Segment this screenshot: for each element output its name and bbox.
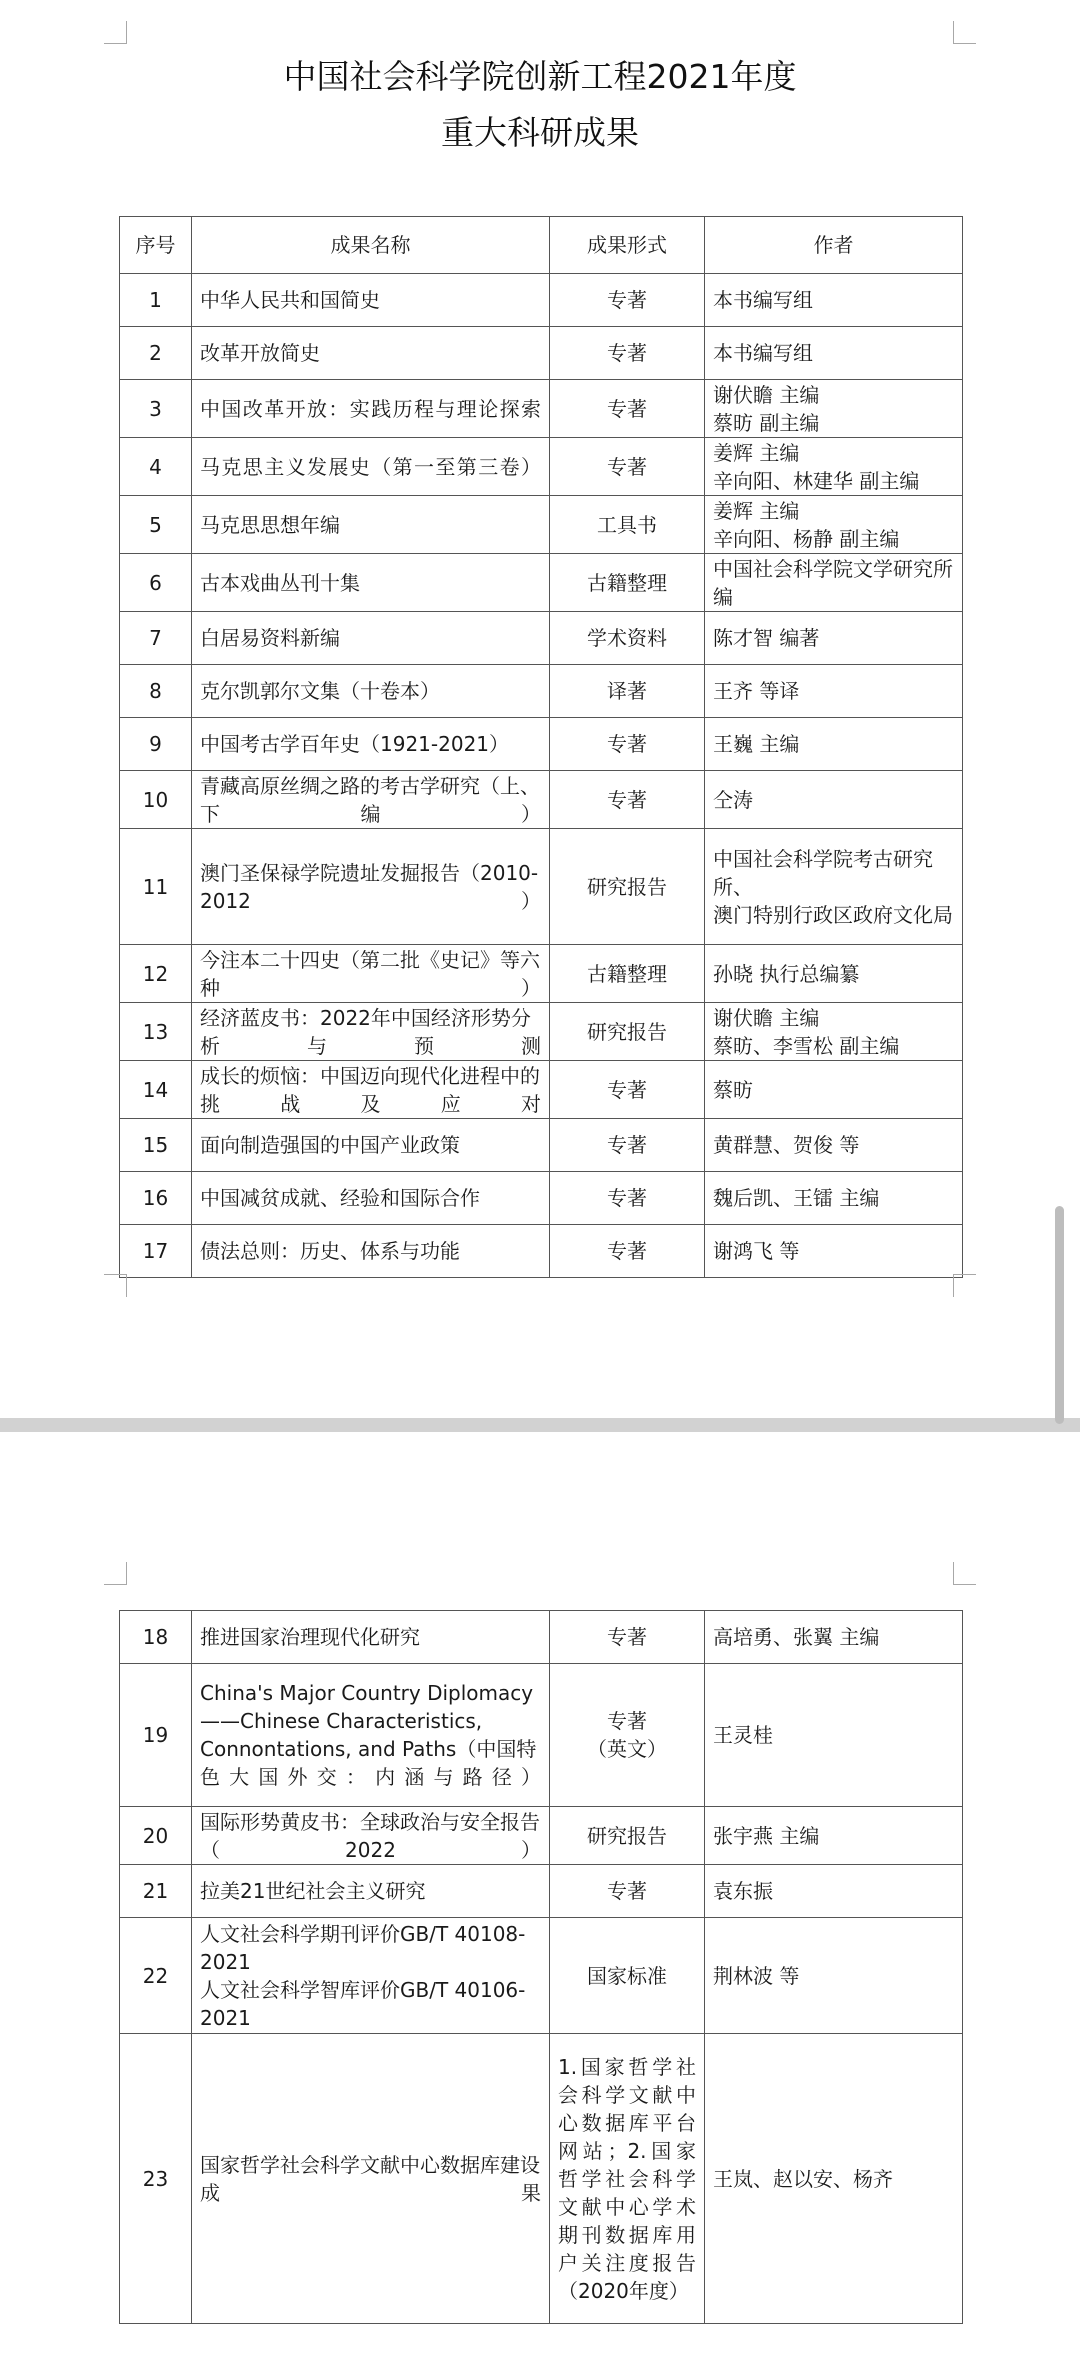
- table-row: [120, 718, 963, 771]
- vertical-scrollbar[interactable]: [1055, 1206, 1064, 1424]
- table-row: [120, 1664, 963, 1807]
- table-row: [120, 274, 963, 327]
- row-author: 王岚、赵以安、杨齐: [705, 2034, 963, 2324]
- row-no: 2: [120, 327, 192, 380]
- row-author: 谢伏瞻 主编 蔡昉、李雪松 副主编: [705, 1003, 963, 1061]
- row-name: 马克思思想年编: [192, 496, 550, 554]
- document-title-line-1: 中国社会科学院创新工程2021年度: [283, 57, 797, 96]
- row-name: 澳门圣保禄学院遗址发掘报告（2010-2012）: [192, 829, 550, 945]
- row-form: 专著: [550, 718, 705, 771]
- row-author: 姜辉 主编 辛向阳、杨静 副主编: [705, 496, 963, 554]
- table-row: [120, 945, 963, 1003]
- row-form: 专著: [550, 771, 705, 829]
- row-name: 青藏高原丝绸之路的考古学研究（上、下编）: [192, 771, 550, 829]
- table-row: [120, 771, 963, 829]
- row-form: 专著: [550, 1225, 705, 1278]
- row-name: 今注本二十四史（第二批《史记》等六种）: [192, 945, 550, 1003]
- row-no: 15: [120, 1119, 192, 1172]
- row-form: 专著: [550, 274, 705, 327]
- row-name: 中国考古学百年史（1921-2021）: [192, 718, 550, 771]
- table-row: [120, 1225, 963, 1278]
- row-form: 研究报告: [550, 1807, 705, 1865]
- header-name: 成果名称: [192, 217, 550, 274]
- row-author: 王巍 主编: [705, 718, 963, 771]
- row-no: 9: [120, 718, 192, 771]
- row-author: 王齐 等译: [705, 665, 963, 718]
- table-row: [120, 496, 963, 554]
- row-no: 1: [120, 274, 192, 327]
- row-author: 陈才智 编著: [705, 612, 963, 665]
- row-no: 7: [120, 612, 192, 665]
- header-author: 作者: [705, 217, 963, 274]
- row-author: 仝涛: [705, 771, 963, 829]
- row-author: 本书编写组: [705, 274, 963, 327]
- row-no: 19: [120, 1664, 192, 1807]
- table-row: [120, 665, 963, 718]
- row-author: 谢伏瞻 主编 蔡昉 副主编: [705, 380, 963, 438]
- row-form: 专著: [550, 438, 705, 496]
- row-name: 改革开放简史: [192, 327, 550, 380]
- row-name: 人文社会科学期刊评价GB/T 40108-2021 人文社会科学智库评价GB/T 40106-2021: [192, 1918, 550, 2034]
- results-table-part-1: [119, 216, 963, 1278]
- row-name: 推进国家治理现代化研究: [192, 1611, 550, 1664]
- table-row: [120, 1061, 963, 1119]
- row-no: 3: [120, 380, 192, 438]
- row-form: 专著: [550, 1061, 705, 1119]
- header-no: 序号: [120, 217, 192, 274]
- row-no: 10: [120, 771, 192, 829]
- crop-mark-bottom-right: [953, 1274, 976, 1297]
- table-row: [120, 554, 963, 612]
- row-name: 中国改革开放：实践历程与理论探索: [192, 380, 550, 438]
- crop-mark-top-left: [104, 21, 127, 44]
- row-form: 古籍整理: [550, 945, 705, 1003]
- table-row: [120, 1865, 963, 1918]
- table-row: [120, 1003, 963, 1061]
- row-author: 黄群慧、贺俊 等: [705, 1119, 963, 1172]
- row-form: 专著: [550, 1611, 705, 1664]
- table-row: [120, 1807, 963, 1865]
- row-form: 研究报告: [550, 1003, 705, 1061]
- row-author: 孙晓 执行总编纂: [705, 945, 963, 1003]
- crop-mark-bottom-left: [104, 1274, 127, 1297]
- row-no: 8: [120, 665, 192, 718]
- row-no: 21: [120, 1865, 192, 1918]
- row-author: 高培勇、张翼 主编: [705, 1611, 963, 1664]
- row-form: 国家标准: [550, 1918, 705, 2034]
- table-row: [120, 612, 963, 665]
- table-row: [120, 438, 963, 496]
- row-name: 拉美21世纪社会主义研究: [192, 1865, 550, 1918]
- row-no: 13: [120, 1003, 192, 1061]
- crop-mark-top-left: [104, 1562, 127, 1585]
- table-row: [120, 1611, 963, 1664]
- row-name: 经济蓝皮书：2022年中国经济形势分析与预测: [192, 1003, 550, 1061]
- row-name: 白居易资料新编: [192, 612, 550, 665]
- crop-mark-top-right: [953, 21, 976, 44]
- document-title-line-2: 重大科研成果: [441, 113, 639, 152]
- row-name: 克尔凯郭尔文集（十卷本）: [192, 665, 550, 718]
- row-name: 马克思主义发展史（第一至第三卷）: [192, 438, 550, 496]
- row-author: 蔡昉: [705, 1061, 963, 1119]
- row-form: 专著 （英文）: [550, 1664, 705, 1807]
- table-row: [120, 327, 963, 380]
- row-author: 中国社会科学院考古研究所、 澳门特别行政区政府文化局: [705, 829, 963, 945]
- row-form: 专著: [550, 1865, 705, 1918]
- table-row: [120, 829, 963, 945]
- row-name: 债法总则：历史、体系与功能: [192, 1225, 550, 1278]
- row-name: 中国减贫成就、经验和国际合作: [192, 1172, 550, 1225]
- row-author: 荆林波 等: [705, 1918, 963, 2034]
- row-no: 17: [120, 1225, 192, 1278]
- row-no: 23: [120, 2034, 192, 2324]
- row-author: 张宇燕 主编: [705, 1807, 963, 1865]
- row-no: 22: [120, 1918, 192, 2034]
- row-author: 中国社会科学院文学研究所编: [705, 554, 963, 612]
- row-no: 11: [120, 829, 192, 945]
- row-author: 本书编写组: [705, 327, 963, 380]
- row-no: 18: [120, 1611, 192, 1664]
- row-form: 1.国家哲学社会科学文献中心数据库平台网站；2.国家哲学社会科学文献中心学术期刊数据库用户关注度报告（2020年度）: [550, 2034, 705, 2324]
- page-gap: [0, 1418, 1080, 1432]
- row-author: 魏后凯、王镭 主编: [705, 1172, 963, 1225]
- row-no: 5: [120, 496, 192, 554]
- row-name: 面向制造强国的中国产业政策: [192, 1119, 550, 1172]
- document-page-2: [0, 1432, 1080, 2371]
- table-row: [120, 380, 963, 438]
- table-row: [120, 1119, 963, 1172]
- row-name: 中华人民共和国简史: [192, 274, 550, 327]
- row-no: 4: [120, 438, 192, 496]
- row-form: 古籍整理: [550, 554, 705, 612]
- row-no: 16: [120, 1172, 192, 1225]
- table-header-row: [120, 217, 963, 274]
- row-author: 王灵桂: [705, 1664, 963, 1807]
- row-form: 译著: [550, 665, 705, 718]
- row-form: 专著: [550, 1119, 705, 1172]
- table-row: [120, 2034, 963, 2324]
- row-author: 姜辉 主编 辛向阳、林建华 副主编: [705, 438, 963, 496]
- row-author: 谢鸿飞 等: [705, 1225, 963, 1278]
- row-name: 成长的烦恼：中国迈向现代化进程中的挑战及应对: [192, 1061, 550, 1119]
- row-name: 国家哲学社会科学文献中心数据库建设成果: [192, 2034, 550, 2324]
- table-row: [120, 1172, 963, 1225]
- table-row: [120, 1918, 963, 2034]
- results-table-part-2: [119, 1610, 963, 2324]
- row-form: 专著: [550, 327, 705, 380]
- row-form: 专著: [550, 380, 705, 438]
- header-form: 成果形式: [550, 217, 705, 274]
- row-form: 研究报告: [550, 829, 705, 945]
- row-no: 20: [120, 1807, 192, 1865]
- row-author: 袁东振: [705, 1865, 963, 1918]
- row-no: 6: [120, 554, 192, 612]
- crop-mark-top-right: [953, 1562, 976, 1585]
- row-form: 学术资料: [550, 612, 705, 665]
- row-form: 专著: [550, 1172, 705, 1225]
- row-form: 工具书: [550, 496, 705, 554]
- row-name: China's Major Country Diplomacy——Chinese Characteristics, Connontations, and Paths（中国特色大国外交：内涵与路径）: [192, 1664, 550, 1807]
- row-name: 国际形势黄皮书：全球政治与安全报告（2022）: [192, 1807, 550, 1865]
- row-no: 12: [120, 945, 192, 1003]
- row-no: 14: [120, 1061, 192, 1119]
- row-name: 古本戏曲丛刊十集: [192, 554, 550, 612]
